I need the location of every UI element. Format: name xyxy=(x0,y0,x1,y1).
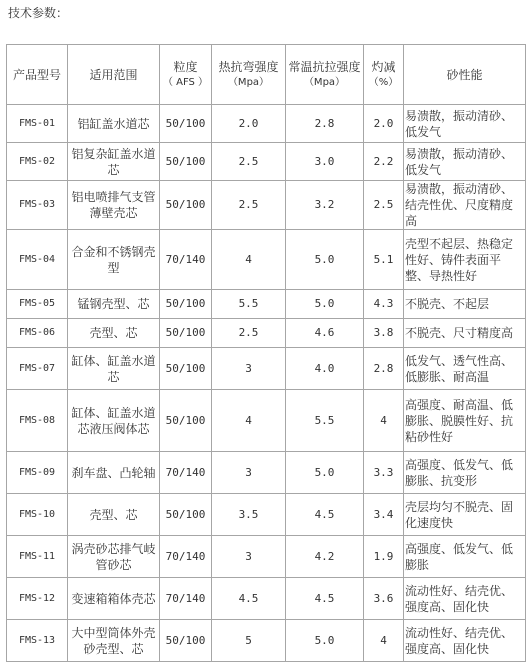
table-cell-tensile: 4.5 xyxy=(286,578,364,620)
table-cell-grain: 50/100 xyxy=(160,181,212,230)
table-row xyxy=(7,143,526,181)
table-cell-loss: 4.3 xyxy=(364,290,404,319)
table-cell-tensile: 4.5 xyxy=(286,494,364,536)
table-cell-hot-strength: 3 xyxy=(212,348,286,390)
table-cell-hot-strength: 3.5 xyxy=(212,494,286,536)
table-cell-tensile: 5.0 xyxy=(286,452,364,494)
table-cell-tensile: 4.6 xyxy=(286,319,364,348)
header-model: 产品型号 xyxy=(7,45,68,105)
table-cell-performance: 易溃散，振动清砂、低发气 xyxy=(404,143,526,181)
table-cell-model: FMS-01 xyxy=(7,105,68,143)
table-row xyxy=(7,452,526,494)
header-loss-label: 灼减 xyxy=(371,59,396,74)
table-cell-tensile: 3.0 xyxy=(286,143,364,181)
header-granularity-label: 粒度 xyxy=(173,59,198,74)
header-hot-strength xyxy=(212,45,286,105)
header-granularity xyxy=(160,45,212,105)
table-cell-tensile: 3.2 xyxy=(286,181,364,230)
table-cell-performance: 易溃散，振动清砂、结壳性优、尺度精度高 xyxy=(404,181,526,230)
table-cell-hot-strength: 4 xyxy=(212,390,286,452)
table-cell-model: FMS-02 xyxy=(7,143,68,181)
table-row xyxy=(7,494,526,536)
table-row xyxy=(7,181,526,230)
table-cell-loss: 1.9 xyxy=(364,536,404,578)
table-cell-range: 铝复杂缸盖水道芯 xyxy=(68,143,160,181)
table-cell-loss: 3.6 xyxy=(364,578,404,620)
table-cell-loss: 2.0 xyxy=(364,105,404,143)
table-cell-hot-strength: 4 xyxy=(212,230,286,290)
table-cell-grain: 50/100 xyxy=(160,319,212,348)
header-hot-strength-unit: （Mpa） xyxy=(227,76,270,88)
table-cell-loss: 3.3 xyxy=(364,452,404,494)
table-row xyxy=(7,578,526,620)
table-cell-grain: 50/100 xyxy=(160,105,212,143)
table-cell-loss: 2.2 xyxy=(364,143,404,181)
header-range: 适用范围 xyxy=(68,45,160,105)
table-cell-hot-strength: 5 xyxy=(212,620,286,662)
table-cell-model: FMS-03 xyxy=(7,181,68,230)
table-cell-grain: 50/100 xyxy=(160,290,212,319)
table-cell-loss: 2.8 xyxy=(364,348,404,390)
table-cell-model: FMS-08 xyxy=(7,390,68,452)
header-tensile xyxy=(286,45,364,105)
table-cell-model: FMS-09 xyxy=(7,452,68,494)
table-cell-grain: 70/140 xyxy=(160,536,212,578)
table-cell-grain: 50/100 xyxy=(160,390,212,452)
table-cell-hot-strength: 2.0 xyxy=(212,105,286,143)
table-cell-performance: 低发气、透气性高、低膨胀、耐高温 xyxy=(404,348,526,390)
table-cell-loss: 3.8 xyxy=(364,319,404,348)
table-row xyxy=(7,348,526,390)
table-cell-hot-strength: 3 xyxy=(212,536,286,578)
table-cell-grain: 50/100 xyxy=(160,620,212,662)
table-cell-tensile: 2.8 xyxy=(286,105,364,143)
table-cell-range: 涡壳砂芯排气岐管砂芯 xyxy=(68,536,160,578)
table-cell-hot-strength: 2.5 xyxy=(212,143,286,181)
table-cell-tensile: 5.0 xyxy=(286,620,364,662)
table-cell-performance: 不脱壳、不起层 xyxy=(404,290,526,319)
table-cell-loss: 4 xyxy=(364,620,404,662)
table-cell-model: FMS-04 xyxy=(7,230,68,290)
table-cell-range: 缸体、缸盖水道芯液压阀体芯 xyxy=(68,390,160,452)
table-cell-range: 壳型、芯 xyxy=(68,494,160,536)
table-cell-grain: 70/140 xyxy=(160,578,212,620)
table-cell-tensile: 5.0 xyxy=(286,230,364,290)
table-cell-model: FMS-10 xyxy=(7,494,68,536)
table-cell-loss: 2.5 xyxy=(364,181,404,230)
header-loss-unit: （%） xyxy=(368,76,399,88)
header-tensile-unit: （Mpa） xyxy=(303,76,346,88)
table-cell-range: 铝缸盖水道芯 xyxy=(68,105,160,143)
table-cell-hot-strength: 2.5 xyxy=(212,181,286,230)
table-row xyxy=(7,230,526,290)
table-cell-range: 缸体、缸盖水道芯 xyxy=(68,348,160,390)
header-hot-strength-label: 热抗弯强度 xyxy=(218,59,279,74)
table-cell-model: FMS-05 xyxy=(7,290,68,319)
table-row xyxy=(7,390,526,452)
header-performance: 砂性能 xyxy=(404,45,526,105)
table-cell-loss: 4 xyxy=(364,390,404,452)
table-cell-performance: 不脱壳、尺寸精度高 xyxy=(404,319,526,348)
table-cell-range: 壳型、芯 xyxy=(68,319,160,348)
table-cell-performance: 高强度、低发气、低膨胀 xyxy=(404,536,526,578)
table-cell-grain: 50/100 xyxy=(160,494,212,536)
table-cell-hot-strength: 4.5 xyxy=(212,578,286,620)
table-cell-model: FMS-12 xyxy=(7,578,68,620)
table-cell-range: 锰钢壳型、芯 xyxy=(68,290,160,319)
header-loss xyxy=(364,45,404,105)
table-cell-performance: 高强度、低发气、低膨胀、抗变形 xyxy=(404,452,526,494)
table-header-row xyxy=(7,45,526,105)
table-row xyxy=(7,319,526,348)
header-granularity-unit: （ AFS ） xyxy=(162,76,209,88)
table-cell-model: FMS-13 xyxy=(7,620,68,662)
spec-table xyxy=(6,44,526,662)
table-cell-performance: 易溃散，振动清砂、低发气 xyxy=(404,105,526,143)
table-cell-range: 大中型筒体外壳砂壳型、芯 xyxy=(68,620,160,662)
table-cell-grain: 70/140 xyxy=(160,230,212,290)
table-cell-grain: 70/140 xyxy=(160,452,212,494)
table-cell-grain: 50/100 xyxy=(160,143,212,181)
table-cell-grain: 50/100 xyxy=(160,348,212,390)
table-row xyxy=(7,105,526,143)
table-cell-tensile: 5.0 xyxy=(286,290,364,319)
table-cell-performance: 壳层均匀不脱壳、固化速度快 xyxy=(404,494,526,536)
table-cell-performance: 流动性好、结壳优、强度高、固化快 xyxy=(404,620,526,662)
table-cell-range: 合金和不锈钢壳型 xyxy=(68,230,160,290)
table-cell-model: FMS-11 xyxy=(7,536,68,578)
table-row xyxy=(7,536,526,578)
table-row xyxy=(7,290,526,319)
header-tensile-label: 常温抗拉强度 xyxy=(288,59,361,74)
table-cell-model: FMS-06 xyxy=(7,319,68,348)
table-cell-performance: 高强度、耐高温、低膨胀、脱膜性好、抗粘砂性好 xyxy=(404,390,526,452)
table-row xyxy=(7,620,526,662)
table-cell-hot-strength: 3 xyxy=(212,452,286,494)
section-heading: 技术参数： xyxy=(8,6,69,20)
table-cell-range: 铝电喷排气支管薄壁壳芯 xyxy=(68,181,160,230)
table-cell-tensile: 4.2 xyxy=(286,536,364,578)
table-cell-loss: 3.4 xyxy=(364,494,404,536)
table-cell-hot-strength: 2.5 xyxy=(212,319,286,348)
table-cell-range: 刹车盘、凸轮轴 xyxy=(68,452,160,494)
table-cell-performance: 壳型不起层、热稳定性好、铸件表面平整、导热性好 xyxy=(404,230,526,290)
table-cell-performance: 流动性好、结壳优、强度高、固化快 xyxy=(404,578,526,620)
table-cell-range: 变速箱箱体壳芯 xyxy=(68,578,160,620)
table-cell-loss: 5.1 xyxy=(364,230,404,290)
table-cell-hot-strength: 5.5 xyxy=(212,290,286,319)
table-cell-tensile: 4.0 xyxy=(286,348,364,390)
table-cell-tensile: 5.5 xyxy=(286,390,364,452)
table-cell-model: FMS-07 xyxy=(7,348,68,390)
